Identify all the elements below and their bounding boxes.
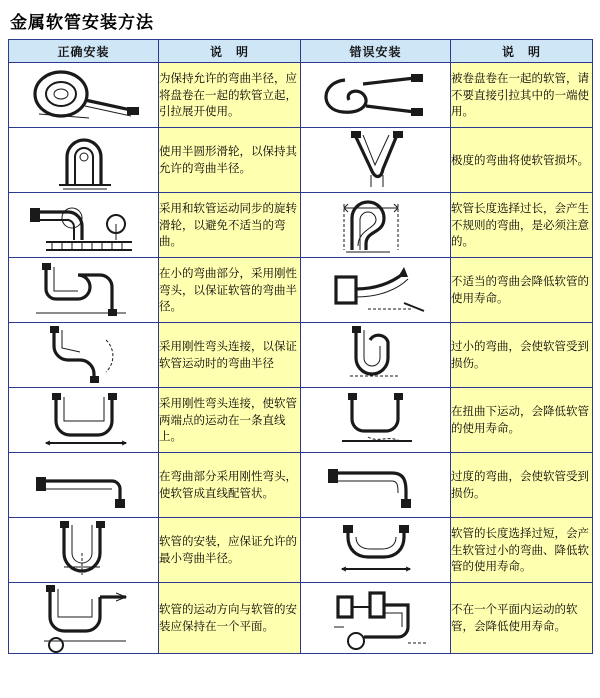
straight-pipe-rigid-elbow-icon	[9, 453, 159, 518]
row-note: 软管长度选择过长，会产生不规则的弯曲，是必须注意的。	[451, 193, 593, 258]
row-note: 过度的弯曲，会使软管受到损伤。	[451, 453, 593, 518]
table-row	[9, 583, 593, 654]
row-note: 过小的弯曲，会使软管受到损伤。	[451, 323, 593, 388]
table-row	[9, 388, 593, 453]
row-note: 不在一个平面内运动的软管，会降低使用寿命。	[451, 583, 593, 654]
sharp-bend-hose-icon	[301, 128, 451, 193]
rigid-bend-small-radius-icon	[9, 258, 159, 323]
rotating-pulley-sync-icon	[9, 193, 159, 258]
coiled-hose-upright-icon	[9, 63, 159, 128]
row-note: 采用刚性弯头连接，以保证软管运动时的弯曲半径	[159, 323, 301, 388]
header-correct-install: 正确安装	[9, 40, 159, 63]
same-plane-motion-icon	[9, 583, 159, 654]
row-note: 在扭曲下运动，会降低软管的使用寿命。	[451, 388, 593, 453]
table-row	[9, 63, 593, 128]
table-row	[9, 518, 593, 583]
long-hose-irregular-bend-icon	[301, 193, 451, 258]
out-of-plane-motion-icon	[301, 583, 451, 654]
page-title: 金属软管安装方法	[10, 13, 154, 33]
row-note: 采用和软管运动同步的旋转滑轮，以避免不适当的弯曲。	[159, 193, 301, 258]
row-note: 在小的弯曲部分，采用刚性弯头，以保证软管的弯曲半径。	[159, 258, 301, 323]
installation-methods-table	[8, 39, 593, 654]
rigid-elbow-straight-motion-icon	[9, 388, 159, 453]
row-note: 软管的安装，应保证允许的最小弯曲半径。	[159, 518, 301, 583]
header-wrong-note: 说 明	[451, 40, 593, 63]
excessive-bend-icon	[301, 453, 451, 518]
too-small-bend-icon	[301, 323, 451, 388]
row-note: 极度的弯曲将使软管损坏。	[451, 128, 593, 193]
row-note: 在弯曲部分采用刚性弯头，使软管成直线配管状。	[159, 453, 301, 518]
table-row	[9, 193, 593, 258]
min-bend-radius-install-icon	[9, 518, 159, 583]
row-note: 为保持允许的弯曲半径，应将盘卷在一起的软管立起，引拉展开使用。	[159, 63, 301, 128]
row-note: 不适当的弯曲会降低软管的使用寿命。	[451, 258, 593, 323]
table-row	[9, 128, 593, 193]
table-header-row	[9, 40, 593, 63]
too-long-hose-small-bend-icon	[301, 518, 451, 583]
rigid-elbow-connection-icon	[9, 323, 159, 388]
row-note: 软管的长度选择过短，会产生软管过小的弯曲、降低软管的使用寿命。	[451, 518, 593, 583]
row-note: 软管的运动方向与软管的安装应保持在一个平面。	[159, 583, 301, 654]
table-row	[9, 453, 593, 518]
header-wrong-install: 错误安装	[301, 40, 451, 63]
torsion-motion-icon	[301, 388, 451, 453]
header-correct-note: 说 明	[159, 40, 301, 63]
semicircular-sheave-icon	[9, 128, 159, 193]
row-note: 使用半圆形滑轮，以保持其允许的弯曲半径。	[159, 128, 301, 193]
coiled-hose-pulled-icon	[301, 63, 451, 128]
table-row	[9, 323, 593, 388]
table-row	[9, 258, 593, 323]
improper-bend-icon	[301, 258, 451, 323]
row-note: 被卷盘卷在一起的软管，请不要直接引拉其中的一端使用。	[451, 63, 593, 128]
row-note: 采用刚性弯头连接，使软管两端点的运动在一条直线上。	[159, 388, 301, 453]
